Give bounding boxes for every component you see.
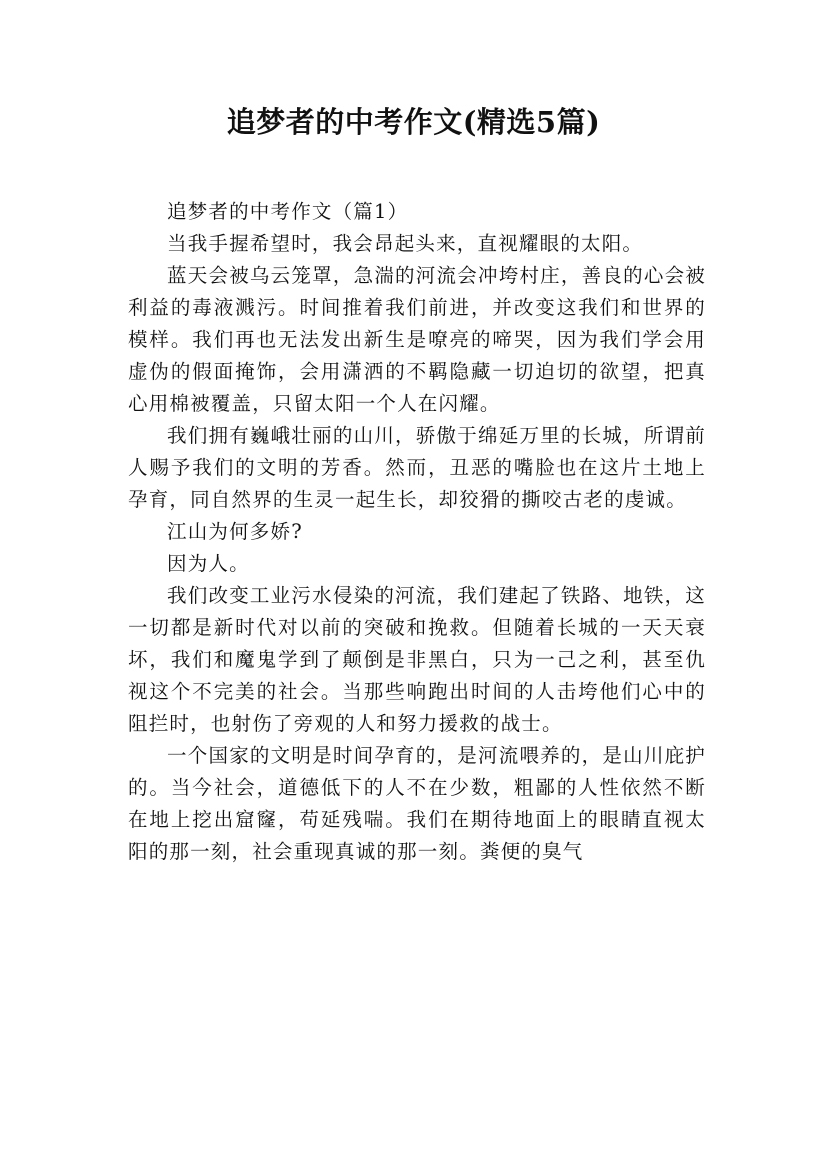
paragraph: 江山为何多娇?: [167, 520, 303, 543]
paragraph: 我们改变工业污水侵染的河流，我们建起了铁路、地铁，这一切都是新时代对以前的突破和挽救。但随着长城的一天天衰坏，我们和魔鬼学到了颠倒是非黑白，只为一己之利，甚至仇视这个不完美的社会。当那些响跑出时间的人击垮他们心中的阻拦时，也射伤了旁观的人和努力援救的战士。: [128, 584, 706, 735]
paragraph: 蓝天会被乌云笼罩，急湍的河流会冲垮村庄，善良的心会被利益的毒液溅污。时间推着我们前进，并改变这我们和世界的模样。我们再也无法发出新生是嘹亮的啼哭，因为我们学会用虚伪的假面掩饰，会用潇洒的不羁隐藏一切迫切的欲望，把真心用棉被覆盖，只留太阳一个人在闪耀。: [128, 264, 706, 415]
heading-essay-1: 追梦者的中考作文（篇1）: [167, 200, 409, 223]
paragraph: 当我手握希望时，我会昂起头来，直视耀眼的太阳。: [167, 232, 644, 255]
document-title: 追梦者的中考作文(精选5篇): [226, 105, 601, 139]
paragraph: 因为人。: [167, 552, 250, 575]
paragraph: 一个国家的文明是时间孕育的，是河流喂养的，是山川庇护的。当今社会，道德低下的人不在少数，粗鄙的人性依然不断在地上挖出窟窿，苟延残喘。我们在期待地面上的眼睛直视太阳的那一刻，社会重现真诚的那一刻。粪便的臭气: [128, 744, 706, 863]
paragraph: 我们拥有巍峨壮丽的山川，骄傲于绵延万里的长城，所谓前人赐予我们的文明的芳香。然而，丑恶的嘴脸也在这片土地上孕育，同自然界的生灵一起生长，却狡猾的撕咬古老的虔诚。: [128, 424, 706, 511]
document-body: [128, 196, 706, 868]
